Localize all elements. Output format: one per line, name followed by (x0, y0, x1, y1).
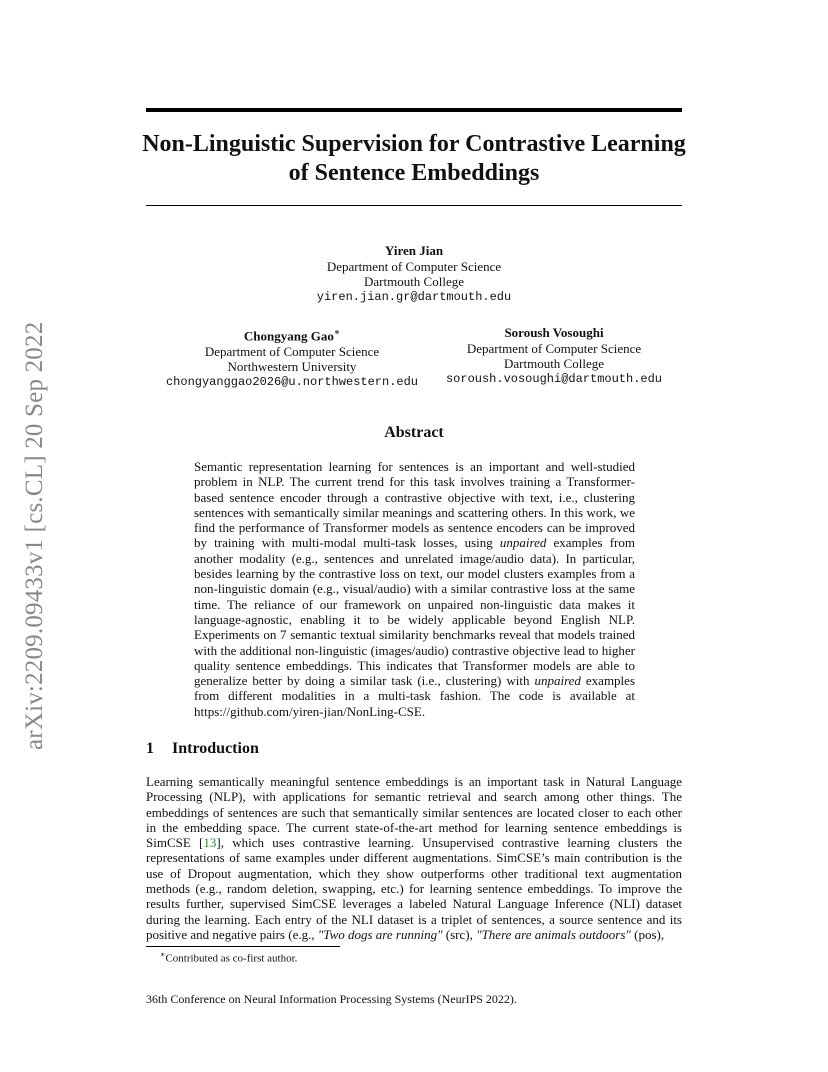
footnote-mark: ∗ (160, 950, 166, 959)
footnote-rule (146, 946, 340, 947)
cofirst-mark: ∗ (333, 327, 341, 337)
author-department: Department of Computer Science (326, 258, 502, 274)
arxiv-sidebar-stamp: arXiv:2209.09433v1 [cs.CL] 20 Sep 2022 (21, 321, 48, 750)
title-line-2: of Sentence Embeddings (288, 160, 540, 186)
title-line-1: Non-Linguistic Supervision for Contrastive Learning (142, 131, 686, 157)
author-department: Department of Computer Science (204, 343, 380, 359)
footnote (160, 950, 297, 965)
abstract-body: Semantic representation learning for sentences is an important and well-studied problem in NLP. The current trend for this task involves training a Transformer-based sentence encoder through a contrastive objective with text, i.e., clustering sentences with semantically similar meanings and scattering others. In this work, we find the performance of Transformer models as sentence encoders can be improved by training with multi-modal multi-task losses, using unpaired examples from another modality (e.g., sentences and unrelated image/audio data). In particular, besides learning by the contrastive loss on text, our model clusters examples from a non-linguistic domain (e.g., visual/audio) with a similar contrastive loss at the same time. The reliance of our framework on unpaired non-linguistic data makes it language-agnostic, enabling it to be widely applicable beyond English NLP. Experiments on 7 semantic textual similarity benchmarks reveal that models trained with the additional non-linguistic (images/audio) contrastive objective lead to higher quality sentence embeddings. This indicates that Transformer models are able to generalize better by doing a similar task (i.e., clustering) with unpaired examples from different modalities in a multi-task fashion. The code is available at https://github.com/yiren-jian/NonLing-CSE. (194, 459, 636, 719)
section-number: 1 (146, 740, 154, 757)
author-email[interactable]: chongyanggao2026@u.northwestern.edu (165, 374, 419, 389)
author-name: Soroush Vosoughi (504, 325, 604, 340)
author-block-1 (214, 243, 614, 305)
section-heading-introduction (146, 740, 259, 758)
title-top-rule (146, 108, 682, 112)
author-department: Department of Computer Science (466, 340, 642, 356)
paper-title (100, 130, 728, 188)
abstract-heading: Abstract (384, 424, 444, 441)
footnote-text: Contributed as co-first author. (165, 952, 298, 965)
title-bottom-rule (146, 205, 682, 206)
author-name: Yiren Jian (384, 243, 444, 258)
citation-link[interactable]: 13 (203, 835, 217, 851)
author-block-2 (152, 325, 432, 390)
author-email[interactable]: soroush.vosoughi@dartmouth.edu (445, 371, 663, 386)
introduction-body: Learning semantically meaningful sentence embeddings is an important task in Natural Language Processing (NLP), with applications for semantic retrieval and search among other things. The embeddings of sentences are such that semantically similar sentences are located closer to each other in the embedding space. The current state-of-the-art method for learning sentence embeddings is SimCSE [13], which uses contrastive learning. Unsupervised contrastive learning clusters the representations of same examples under different augmentations. SimCSE’s main contribution is the use of Dropout augmentation, which they show outperforms other traditional text augmentation methods (e.g., random deletion, swapping, etc.) for learning sentence embeddings. To improve the results further, supervised SimCSE leverages a labeled Natural Language Inference (NLI) dataset during the learning. Each entry of the NLI dataset is a triplet of sentences, a source sentence and its positive and negative pairs (e.g., "Two dogs are running" (src), "There are animals outdoors" (pos), (146, 774, 683, 942)
author-email[interactable]: yiren.jian.gr@dartmouth.edu (316, 289, 512, 304)
author-affiliation: Dartmouth College (503, 356, 604, 371)
section-title: Introduction (172, 740, 259, 757)
conference-note: 36th Conference on Neural Information Processing Systems (NeurIPS 2022). (146, 992, 517, 1006)
author-affiliation: Dartmouth College (363, 274, 464, 289)
author-block-3 (430, 325, 678, 387)
author-affiliation: Northwestern University (227, 359, 357, 375)
author-name: Chongyang Gao∗ (243, 327, 341, 344)
